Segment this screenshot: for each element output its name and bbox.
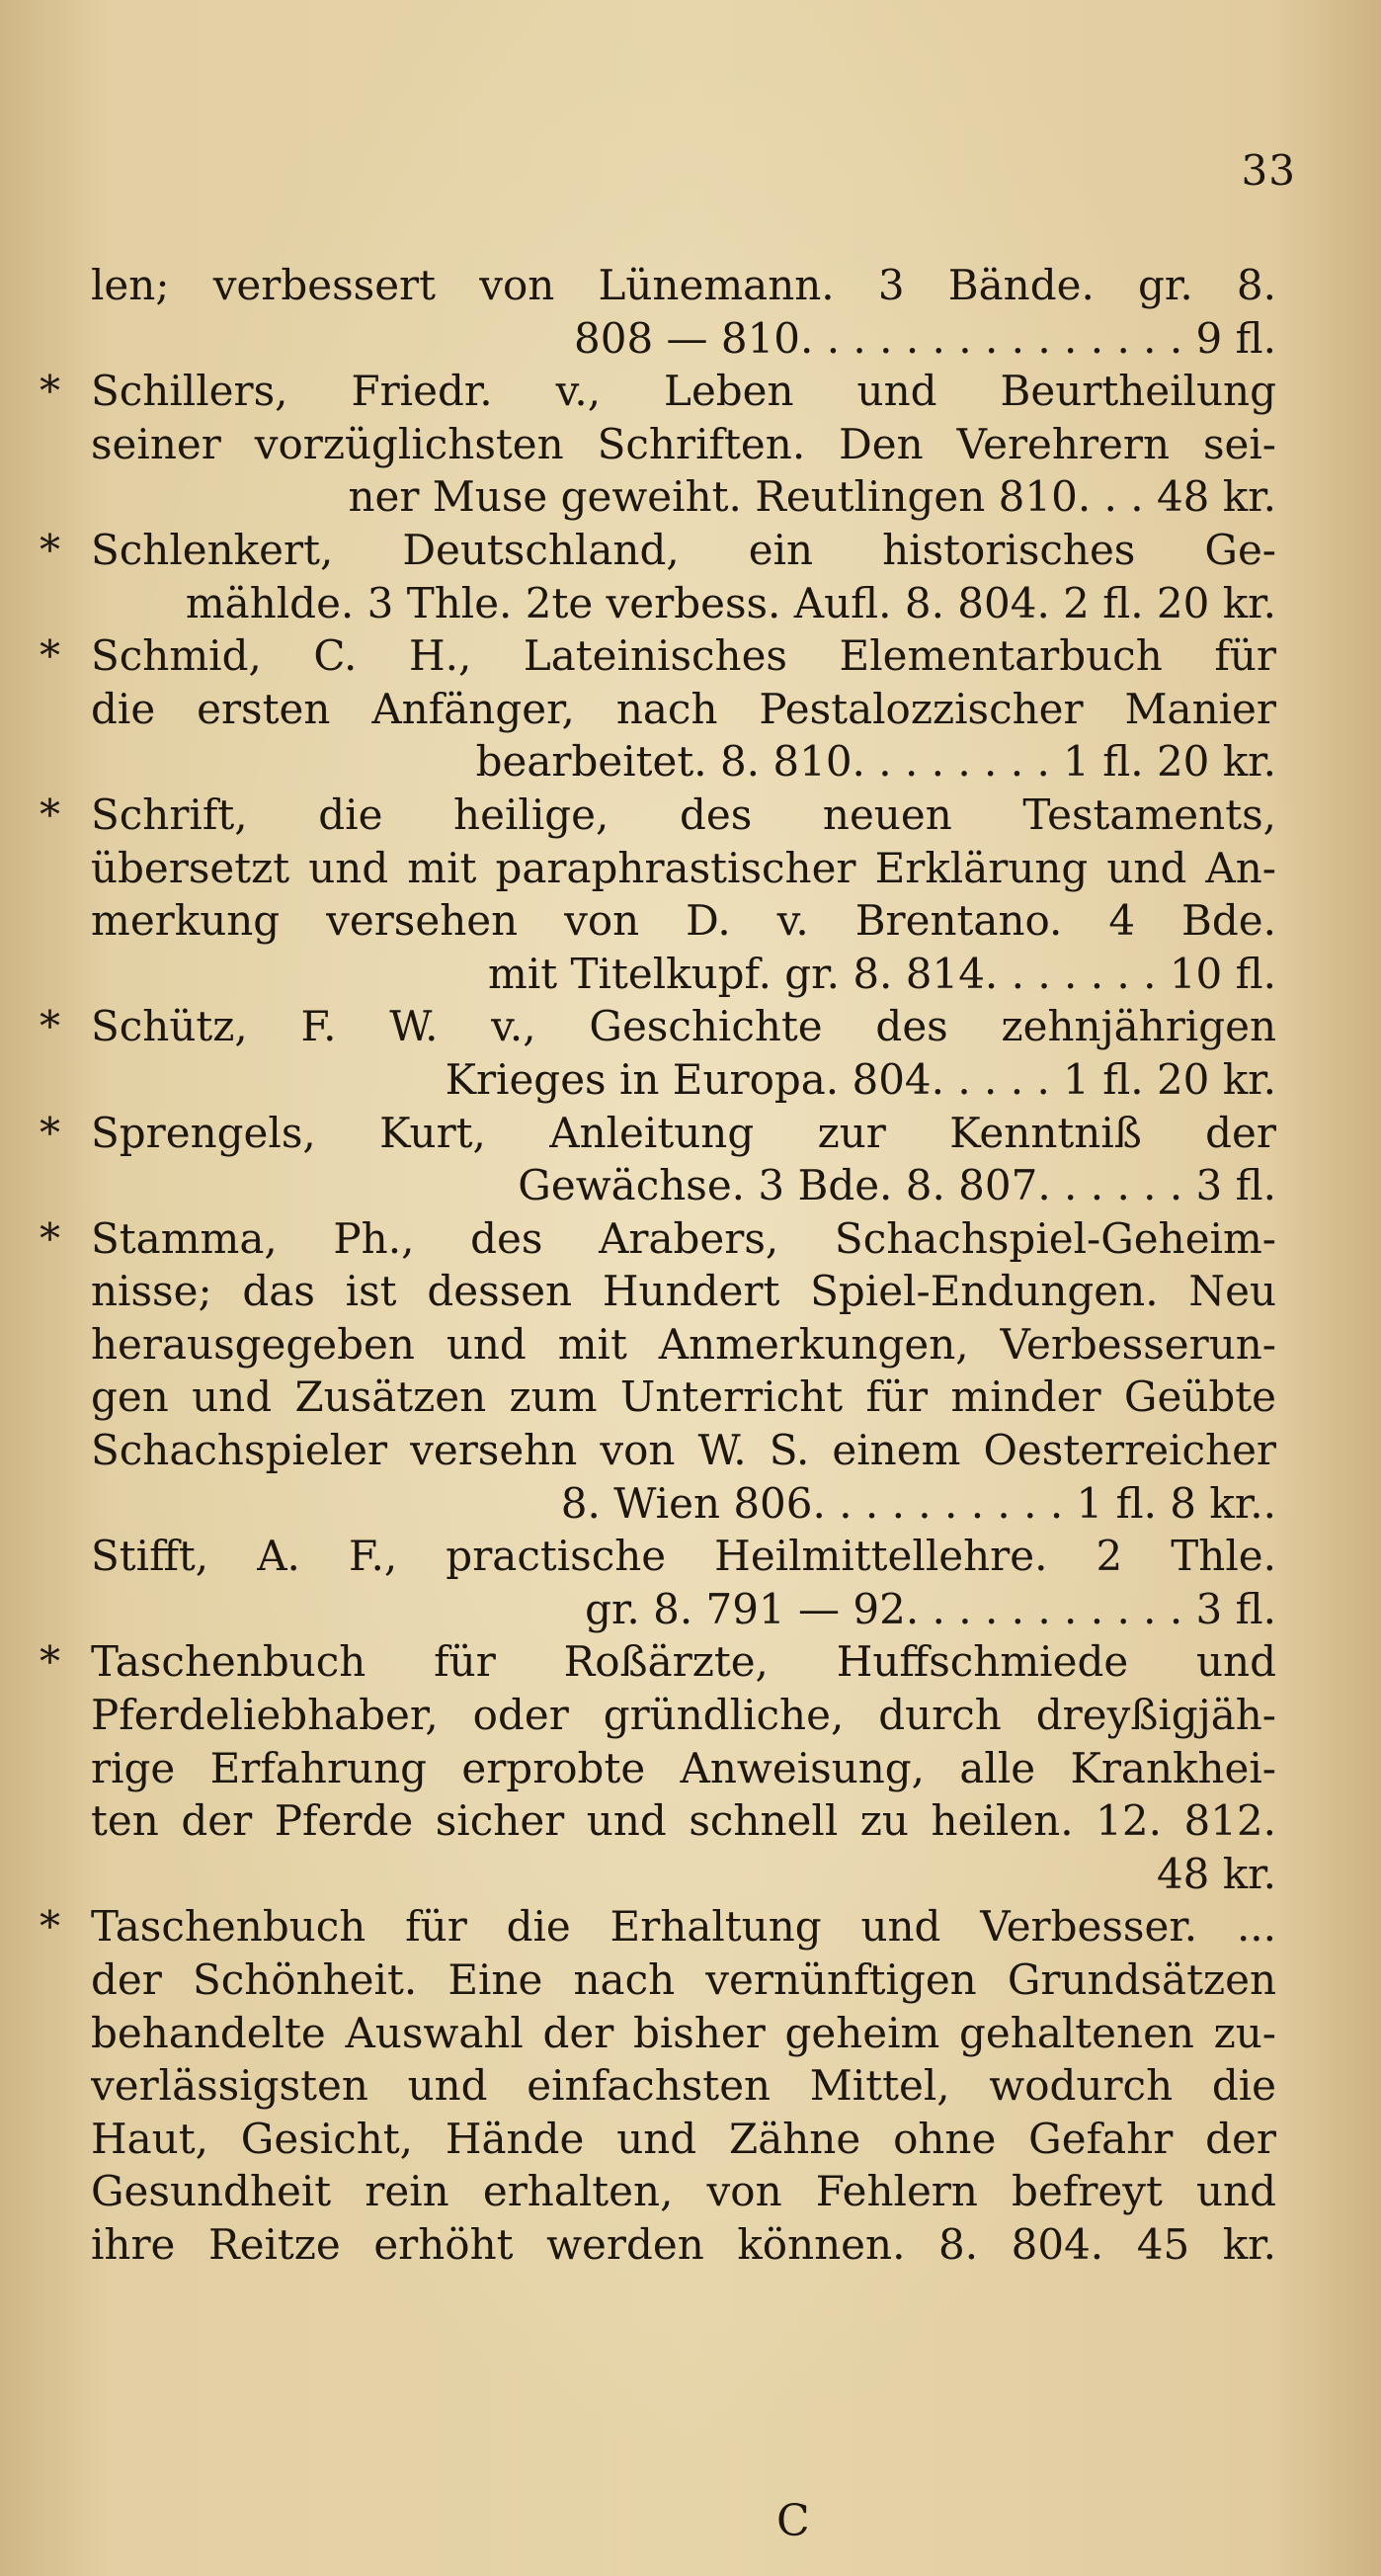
line-text: gr. 8. 791 — 92. . . . . . . . . . . 3 fl. bbox=[585, 1584, 1276, 1633]
text-line bbox=[91, 1159, 1276, 1212]
page-number: 33 bbox=[1241, 146, 1296, 195]
text-line bbox=[91, 735, 1276, 789]
line-text: Krieges in Europa. 804. . . . . 1 fl. 20 kr. bbox=[445, 1054, 1276, 1104]
catalog-entries bbox=[40, 259, 1276, 2272]
line-text: Schütz, F. W. v., Geschichte des zehnjährigen bbox=[91, 1002, 1276, 1051]
line-text: verlässigsten und einfachsten Mittel, wodurch die bbox=[91, 2061, 1276, 2111]
line-text: mählde. 3 Thle. 2te verbess. Aufl. 8. 804. 2 fl. 20 kr. bbox=[185, 578, 1276, 627]
text-line bbox=[91, 1371, 1276, 1424]
text-line bbox=[91, 683, 1276, 736]
line-text: Stamma, Ph., des Arabers, Schachspiel-Geheim- bbox=[91, 1213, 1276, 1263]
text-line bbox=[91, 894, 1276, 948]
line-text: 8. Wien 806. . . . . . . . . . 1 fl. 8 kr.. bbox=[560, 1478, 1276, 1528]
entry-marker: * bbox=[40, 1902, 60, 1952]
text-line bbox=[91, 470, 1276, 524]
entry-marker: * bbox=[40, 1213, 60, 1263]
line-text: bearbeitet. 8. 810. . . . . . . . 1 fl. 20 kr. bbox=[475, 737, 1276, 787]
text-line bbox=[40, 789, 1276, 842]
text-line bbox=[91, 2059, 1276, 2113]
line-text: Schmid, C. H., Lateinisches Elementarbuch für bbox=[91, 631, 1276, 681]
text-line bbox=[91, 948, 1276, 1001]
text-line bbox=[91, 577, 1276, 630]
text-line bbox=[91, 1265, 1276, 1318]
text-line bbox=[91, 1583, 1276, 1636]
line-text: 808 — 810. . . . . . . . . . . . . . . 9 fl. bbox=[574, 313, 1276, 363]
text-line bbox=[91, 1424, 1276, 1477]
line-text: Gewächse. 3 Bde. 8. 807. . . . . . 3 fl. bbox=[518, 1161, 1276, 1210]
line-text: merkung versehen von D. v. Brentano. 4 Bde. bbox=[91, 896, 1276, 946]
text-line bbox=[91, 2113, 1276, 2166]
line-text: der Schönheit. Eine nach vernünftigen Grundsätzen bbox=[91, 1955, 1276, 2004]
line-text: mit Titelkupf. gr. 8. 814. . . . . . . 10 fl. bbox=[488, 949, 1276, 998]
text-line bbox=[91, 1794, 1276, 1848]
text-line bbox=[40, 1107, 1276, 1160]
signature-mark: C bbox=[776, 2496, 810, 2546]
text-line bbox=[91, 2165, 1276, 2218]
line-text: ten der Pferde sicher und schnell zu heilen. 12. 812. bbox=[91, 1796, 1276, 1846]
text-line bbox=[91, 1689, 1276, 1742]
line-text: herausgegeben und mit Anmerkungen, Verbesserun- bbox=[91, 1319, 1276, 1369]
line-text: Taschenbuch für Roßärzte, Huffschmiede und bbox=[91, 1637, 1276, 1687]
text-line bbox=[91, 842, 1276, 895]
text-line bbox=[40, 1212, 1276, 1266]
line-text: übersetzt und mit paraphrastischer Erklärung und An- bbox=[91, 843, 1276, 892]
line-text: gen und Zusätzen zum Unterricht für minder Geübte bbox=[91, 1372, 1276, 1422]
line-text: ner Muse geweiht. Reutlingen 810. . . 48 kr. bbox=[348, 472, 1276, 522]
text-line bbox=[91, 1053, 1276, 1107]
text-line bbox=[91, 2007, 1276, 2060]
line-text: Haut, Gesicht, Hände und Zähne ohne Gefahr der bbox=[91, 2114, 1276, 2163]
text-line bbox=[91, 2218, 1276, 2272]
entry-marker: * bbox=[40, 1108, 60, 1157]
entry-marker: * bbox=[40, 789, 60, 839]
text-line bbox=[91, 1848, 1276, 1901]
line-text: Gesundheit rein erhalten, von Fehlern befreyt und bbox=[91, 2167, 1276, 2216]
line-text: len; verbessert von Lünemann. 3 Bände. gr. 8. bbox=[91, 261, 1276, 309]
line-text: seiner vorzüglichsten Schriften. Den Verehrern sei- bbox=[91, 419, 1276, 468]
line-text: Schrift, die heilige, des neuen Testaments, bbox=[91, 789, 1276, 839]
text-line bbox=[91, 259, 1276, 312]
text-line bbox=[40, 1635, 1276, 1689]
line-text: behandelte Auswahl der bisher geheim gehaltenen zu- bbox=[91, 2008, 1276, 2057]
line-text: Taschenbuch für die Erhaltung und Verbesser. ... bbox=[91, 1902, 1276, 1952]
text-line bbox=[40, 365, 1276, 418]
text-line bbox=[91, 1477, 1276, 1531]
text-line bbox=[91, 1742, 1276, 1795]
text-line bbox=[40, 524, 1276, 577]
entry-marker: * bbox=[40, 525, 60, 574]
line-text: nisse; das ist dessen Hundert Spiel-Endungen. Neu bbox=[91, 1267, 1276, 1316]
text-line bbox=[91, 1953, 1276, 2007]
line-text: die ersten Anfänger, nach Pestalozzischer Manier bbox=[91, 684, 1276, 733]
line-text: Schachspieler versehn von W. S. einem Oesterreicher bbox=[91, 1426, 1276, 1475]
entry-marker: * bbox=[40, 1002, 60, 1051]
text-line bbox=[91, 1318, 1276, 1371]
text-line bbox=[40, 629, 1276, 683]
line-text: Stifft, A. F., practische Heilmittellehre. 2 Thle. bbox=[91, 1532, 1276, 1581]
text-line bbox=[91, 1530, 1276, 1583]
line-text: ihre Reitze erhöht werden können. 8. 804. 45 kr. bbox=[91, 2219, 1276, 2269]
text-line bbox=[91, 418, 1276, 471]
line-text: Pferdeliebhaber, oder gründliche, durch dreyßigjäh- bbox=[91, 1691, 1276, 1740]
entry-marker: * bbox=[40, 1637, 60, 1687]
line-text: Sprengels, Kurt, Anleitung zur Kenntniß der bbox=[91, 1108, 1276, 1157]
line-text: Schlenkert, Deutschland, ein historisches Ge- bbox=[91, 525, 1276, 574]
text-line bbox=[40, 1900, 1276, 1953]
entry-marker: * bbox=[40, 631, 60, 681]
line-text: rige Erfahrung erprobte Anweisung, alle Krankhei- bbox=[91, 1743, 1276, 1792]
text-line bbox=[40, 1000, 1276, 1053]
line-text: Schillers, Friedr. v., Leben und Beurtheilung bbox=[91, 367, 1276, 416]
line-text: 48 kr. bbox=[1156, 1849, 1276, 1898]
text-line bbox=[91, 312, 1276, 366]
entry-marker: * bbox=[40, 367, 60, 416]
